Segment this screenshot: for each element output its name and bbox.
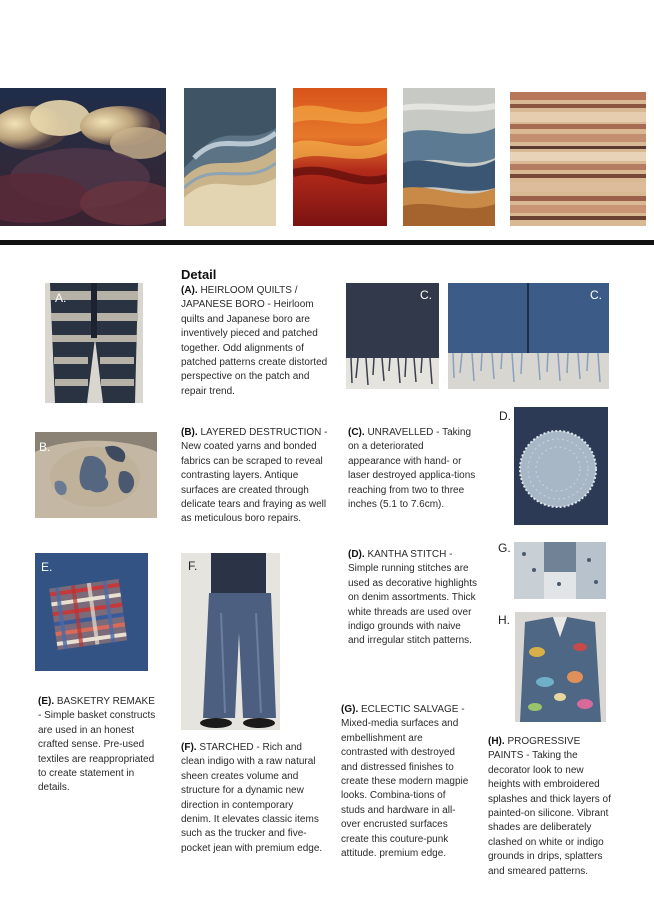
photo-e-label: E. [41,560,53,574]
entry-f-key: (F). [181,742,197,753]
photo-c-unravelled-jacket [448,283,609,389]
entry-c-key: (C). [348,427,365,438]
entry-d-body: - Simple running stitches are used as decorative highlights on denim assortments. Thick white threads are used over indigo grounds with naive and irregular stitch patterns. [348,549,477,647]
entry-h-key: (H). [488,736,505,747]
photo-d-kantha-stitch [514,407,608,525]
photo-f-starched-denim [181,553,280,730]
entry-b-key: (B). [181,427,198,438]
entry-b [181,426,333,527]
entry-c-body: - Taking on a deteriorated appearance with hand- or laser destroyed applica-tions reaching from two to three inches (5.1 to 7.6cm). [348,427,476,511]
photo-g-eclectic-salvage [514,542,606,599]
entry-b-body: - New coated yarns and bonded fabrics can be scraped to reveal contrasting layers. Antique surfaces are created through delicate tears and fraying as well as meticulous boro repairs. [181,427,328,525]
photo-d-label: D. [499,409,511,423]
entry-b-title: LAYERED DESTRUCTION [200,427,322,438]
entry-c [348,426,478,512]
entry-a-title: HEIRLOOM QUILTS / JAPANESE BORO [181,285,298,311]
photo-a-label: A. [55,291,67,305]
entry-a-body: - Heirloom quilts and Japanese boro are inventively pieced and patched together. Odd alignments of patched patterns create distorted perspective on the patch and repair trend. [181,299,328,397]
section-title: Detail [181,267,217,282]
entry-h-body: - Taking the decorator look to new heights with embroidered splashes and thick layers of painted-on silicone. Vibrant shades are deliberately clashed on white or indigo grounds in drips, splatters and smeared patterns. [488,750,611,877]
entry-g [341,703,469,861]
photo-h-progressive-paints [515,612,606,722]
clouds-photo [0,88,166,226]
entry-f [181,741,326,856]
entry-e-body: - Simple basket constructs are used in an honest crafted sense. Pre-used textiles are reappropriated to create statement in details. [38,710,156,794]
entry-f-title: STARCHED [199,742,254,753]
photo-c2-label: C. [590,288,602,302]
entry-e [38,695,158,796]
entry-g-body: - Mixed-media surfaces and embellishment are contrasted with destroyed and distressed finishes to create these modern magpie looks. Combina-tions of studs and hardware in all-over encrusted surfaces create this couture-punk attitude. premium edge. [341,704,469,860]
entry-a [181,284,333,399]
entry-d-title: KANTHA STITCH [367,549,447,560]
striped-textile-photo [510,92,646,226]
photo-b-layered-jacket [35,432,157,518]
entry-c-title: UNRAVELLED [367,427,434,438]
entry-g-title: ECLECTIC SALVAGE [361,704,459,715]
entry-e-key: (E). [38,696,55,707]
photo-g-label: G. [498,541,511,555]
photo-h-label: H. [498,613,510,627]
entry-e-title: BASKETRY REMAKE [56,696,155,707]
photo-f-label: F. [188,559,198,573]
entry-d-key: (D). [348,549,365,560]
entry-h [488,735,618,879]
section-divider [0,240,654,245]
entry-a-key: (A). [181,285,198,296]
photo-b-label: B. [39,440,51,454]
entry-d [348,548,478,649]
salt-flats-photo [403,88,495,226]
entry-h-title: PROGRESSIVE PAINTS [488,736,581,762]
red-landscape-photo [293,88,387,226]
entry-g-key: (G). [341,704,359,715]
photo-c1-label: C. [420,288,432,302]
entry-f-body: - Rich and clean indigo with a raw natural sheen creates volume and structure for a dynamic new direction in contemporary denim. It elevates classic items such as the trucker and five-pocket jean with premium edge. [181,742,323,854]
aerial-river-photo [184,88,276,226]
